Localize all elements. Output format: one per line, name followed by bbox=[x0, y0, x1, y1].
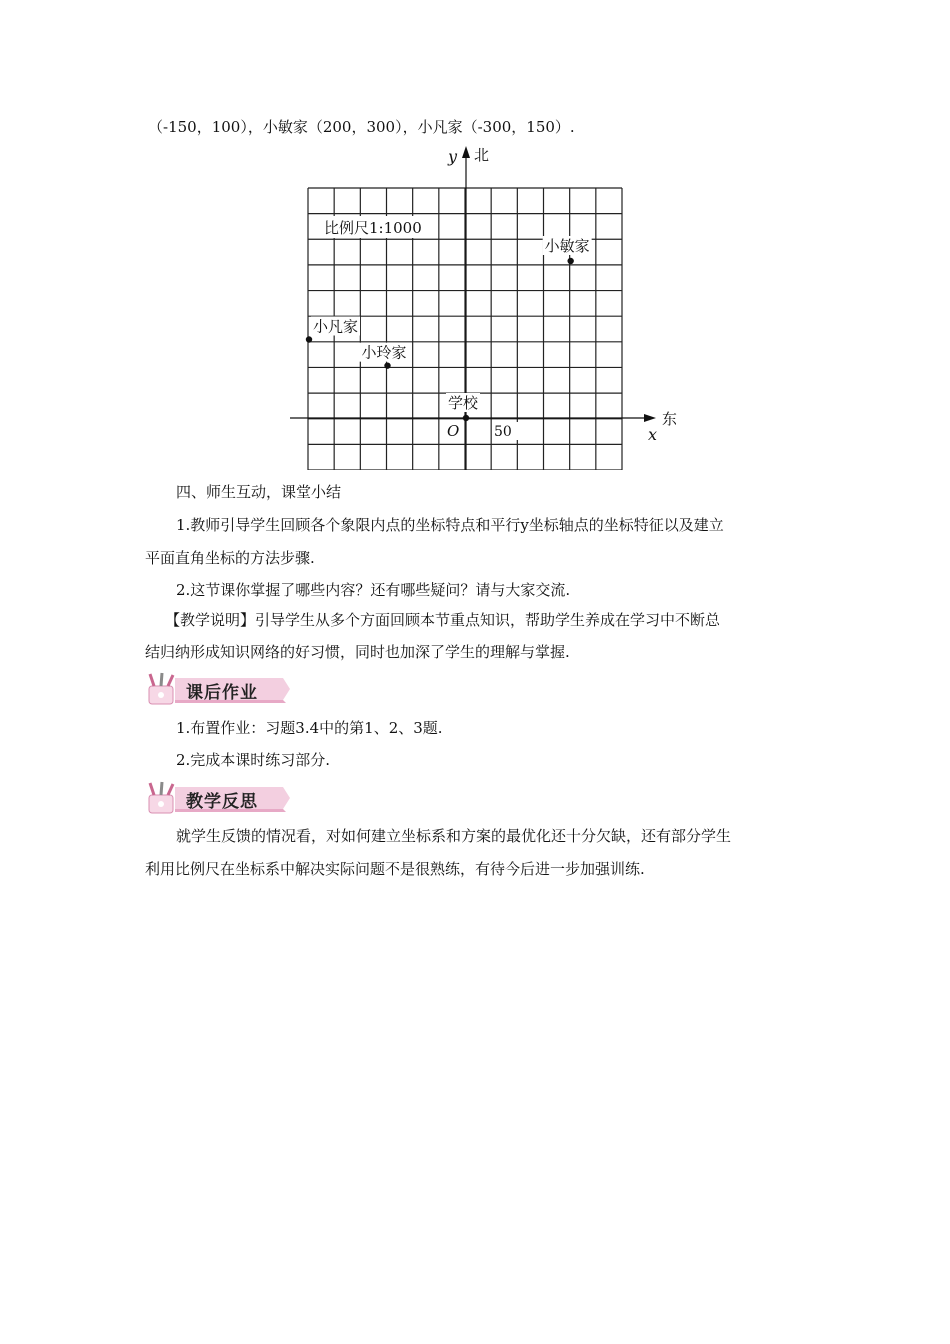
teaching-note-line1: 【教学说明】引导学生从多个方面回顾本节重点知识，帮助学生养成在学习中不断总 bbox=[165, 611, 721, 629]
homework-item2: 2.完成本课时练习部分. bbox=[176, 751, 331, 769]
north-label: 北 bbox=[474, 146, 490, 164]
section4-item2: 2.这节课你掌握了哪些内容？还有哪些疑问？请与大家交流. bbox=[176, 581, 571, 599]
east-label: 东 bbox=[662, 410, 678, 428]
homework-banner bbox=[145, 672, 290, 706]
coordinate-grid-svg bbox=[290, 140, 690, 470]
reflection-line1: 就学生反馈的情况看，对如何建立坐标系和方案的最优化还十分欠缺，还有部分学生 bbox=[176, 827, 732, 845]
coordinate-map-figure bbox=[290, 140, 690, 470]
map-point bbox=[567, 258, 573, 264]
y-axis-letter: y bbox=[448, 147, 458, 166]
map-point bbox=[463, 415, 469, 421]
reflection-line2: 利用比例尺在坐标系中解决实际问题不是很熟练，有待今后进一步加强训练. bbox=[145, 860, 645, 878]
tick-label-50: 50 bbox=[494, 424, 512, 440]
point-label: 小敏家 bbox=[544, 237, 590, 255]
point-label: 小玲家 bbox=[361, 343, 407, 362]
map-point bbox=[306, 336, 312, 342]
point-label: 小凡家 bbox=[313, 317, 359, 336]
x-axis-letter: x bbox=[648, 425, 658, 444]
homework-banner-title: 课后作业 bbox=[186, 683, 258, 703]
y-axis-arrow bbox=[462, 146, 470, 158]
section4-item1-line1: 1.教师引导学生回顾各个象限内点的坐标特点和平行y坐标轴点的坐标特征以及建立 bbox=[176, 516, 724, 534]
teaching-note-line2: 结归纳形成知识网络的好习惯，同时也加深了学生的理解与掌握. bbox=[145, 643, 570, 661]
point-label: 学校 bbox=[448, 394, 479, 412]
origin-label: O bbox=[447, 422, 460, 440]
scale-label: 比例尺1:1000 bbox=[324, 219, 422, 237]
reflection-banner bbox=[145, 781, 290, 815]
section4-heading: 四、师生互动，课堂小结 bbox=[176, 483, 342, 501]
map-point bbox=[384, 362, 390, 368]
x-axis-arrow bbox=[644, 414, 656, 422]
intro-coordinates-line: （-150，100），小敏家（200，300），小凡家（-300，150）. bbox=[148, 118, 575, 136]
section4-item1-line2: 平面直角坐标的方法步骤. bbox=[145, 549, 315, 567]
reflection-banner-title: 教学反思 bbox=[186, 792, 258, 812]
homework-item1: 1.布置作业：习题3.4中的第1、2、3题. bbox=[176, 719, 443, 737]
